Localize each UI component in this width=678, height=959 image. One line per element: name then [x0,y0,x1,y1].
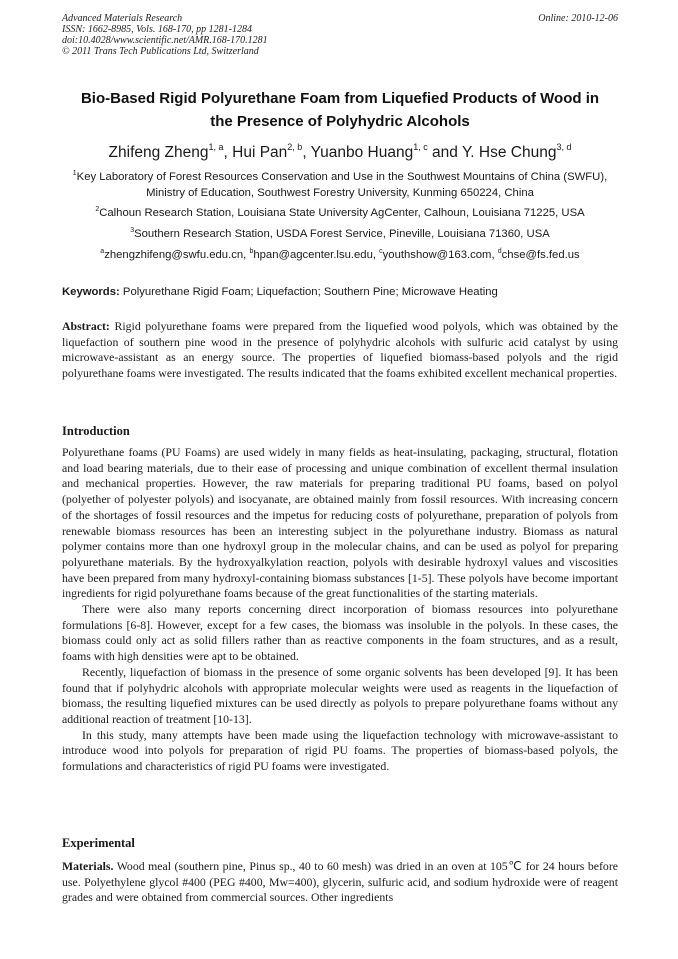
author-sup: 1, a [208,142,224,152]
copyright-line: © 2011 Trans Tech Publications Ltd, Switzerland [62,46,259,57]
intro-paragraph-4: In this study, many attempts have been made using the liquefaction technology with microwave-assistant to introduce wood into polyols for preparation of rigid PU foams. The properties of biomass-based polyols, the formulations and characteristics of rigid PU foams were investigated. [62,727,618,774]
affiliation-text: Southern Research Station, USDA Forest Service, Pineville, Louisiana 71360, USA [134,228,550,240]
journal-header [62,13,618,57]
email-text: youthshow@163.com, [382,249,498,261]
issn-line: ISSN: 1662-8985, Vols. 168-170, pp 1281-1284 [62,24,252,35]
affiliation-text: Key Laboratory of Forest Resources Conservation and Use in the Southwest Mountains of China (SWFU), Ministry of Education, Southwest Forestry University, Kunming 650224, China [76,171,608,199]
title-line-1: Bio-Based Rigid Polyurethane Foam from Liquefied Products of Wood in [80,90,600,107]
affiliation-sup: 2 [95,206,100,213]
author-sup: 1, c [413,142,428,152]
intro-paragraph-1: Polyurethane foams (PU Foams) are used widely in many fields as heat-insulating, packaging, structural, flotation and load bearing materials, due to their ease of processing and unique combination of excellent thermal insulation and mechanical properties. However, the raw materials for preparing traditional PU foams, based on polyol (polyether of polyester polyols) and isocyanate, are obtained mainly from fossil resources. With increasing concern of the shortages of fossil resources and the impetus for reducing costs of polyurethane, preparation of polyols from renewable biomass resources has been an interesting subject in the polyurethane industry. Biomass as natural polymer contains more than one hydroxyl group in the molecular chains, and can be used as polyol for preparing polyurethane materials. By the hydroxyalkylation reaction, polyols with desirable hydroxyl values and viscosities have been prepared from many hydroxyl-containing biomass substances [1-5]. These polyols have become important ingredients for rigid polyurethane foams because of the great functionalities of the starting materials. [62,445,618,601]
keywords-text: Polyurethane Rigid Foam; Liquefaction; Southern Pine; Microwave Heating [119,286,498,298]
keywords-label: Keywords: [62,286,120,298]
affiliation-sup: 1 [72,170,77,177]
degree-symbol: ℃ [507,859,523,873]
author-name: Zhifeng Zheng [108,144,209,161]
author-sup: 2, b [287,142,303,152]
author-name: Yuanbo Huang [310,144,414,161]
affiliation-1 [62,169,618,201]
online-date: Online: 2010-12-06 [538,13,618,24]
materials-paragraph [62,859,618,906]
paper-title [62,87,618,133]
email-text: zhengzhifeng@swfu.edu.cn, [104,249,250,261]
title-line-2: the Presence of Polyhydric Alcohols [210,113,470,130]
author-name: Y. Hse Chung [461,144,557,161]
email-list [62,247,618,263]
email-sup: d [497,248,502,255]
materials-text-a: Wood meal (southern pine, Pinus sp., 40 to 60 mesh) was dried in an oven at 105 [113,859,508,873]
journal-name: Advanced Materials Research [62,13,183,24]
affiliation-sup: 3 [130,227,135,234]
email-text: chse@fs.fed.us [501,249,580,261]
author-list [62,143,618,163]
affiliation-text: Calhoun Research Station, Louisiana State University AgCenter, Calhoun, Louisiana 71225, USA [99,207,585,219]
materials-label: Materials. [62,859,114,873]
author-sup: 3, d [556,142,572,152]
intro-paragraph-3: Recently, liquefaction of biomass in the presence of some organic solvents has been developed [9]. It has been found that if polyhydric alcohols with appropriate molecular weights were used as reagents in the liquefaction of biomass, the resulting liquefied mixtures can be used directly as polyols to prepare polyurethane foams without any additional reaction of treatment [10-13]. [62,664,618,726]
experimental-heading: Experimental [62,836,135,850]
email-sup: b [249,248,254,255]
affiliation-2 [62,205,618,221]
author-sep: , [302,144,311,161]
introduction-heading: Introduction [62,424,130,438]
email-sup: a [100,248,105,255]
materials-text-b: for 24 hours before use. Polyethylene glycol #400 (PEG #400, Mw=400), glycerin, sulfuric acid, and sodium hydroxide were of reagent grades and were obtained from commercial sources. Other ingredients [62,859,618,905]
abstract-label: Abstract: [62,319,110,333]
abstract-text: Rigid polyurethane foams were prepared from the liquefied wood polyols, which was obtained by the liquefaction of southern pine wood in the presence of polyhydric alcohols with sulfuric acid catalyst by using microwave-assistant as an energy source. The properties of liquefied biomass-based polyols and the rigid polyurethane foams were investigated. The results indicated that the foams exhibited excellent mechanical properties. [62,319,618,381]
author-sep: and [427,144,462,161]
email-sup: c [379,248,383,255]
keywords [62,284,618,300]
email-text: hpan@agcenter.lsu.edu, [253,249,380,261]
author-name: Hui Pan [232,144,288,161]
doi-line: doi:10.4028/www.scientific.net/AMR.168-170.1281 [62,35,268,46]
abstract [62,319,618,382]
affiliation-3 [62,226,618,242]
introduction-body [62,445,618,775]
intro-paragraph-2: There were also many reports concerning direct incorporation of biomass resources into polyurethane formulations [6-8]. However, except for a few cases, the biomass was insoluble in the polyols. In these cases, the biomass could only act as solid fillers rather than as reactive components in the foam structures, and as a result, foams with high densities were apt to be obtained. [62,602,618,664]
author-sep: , [223,144,233,161]
